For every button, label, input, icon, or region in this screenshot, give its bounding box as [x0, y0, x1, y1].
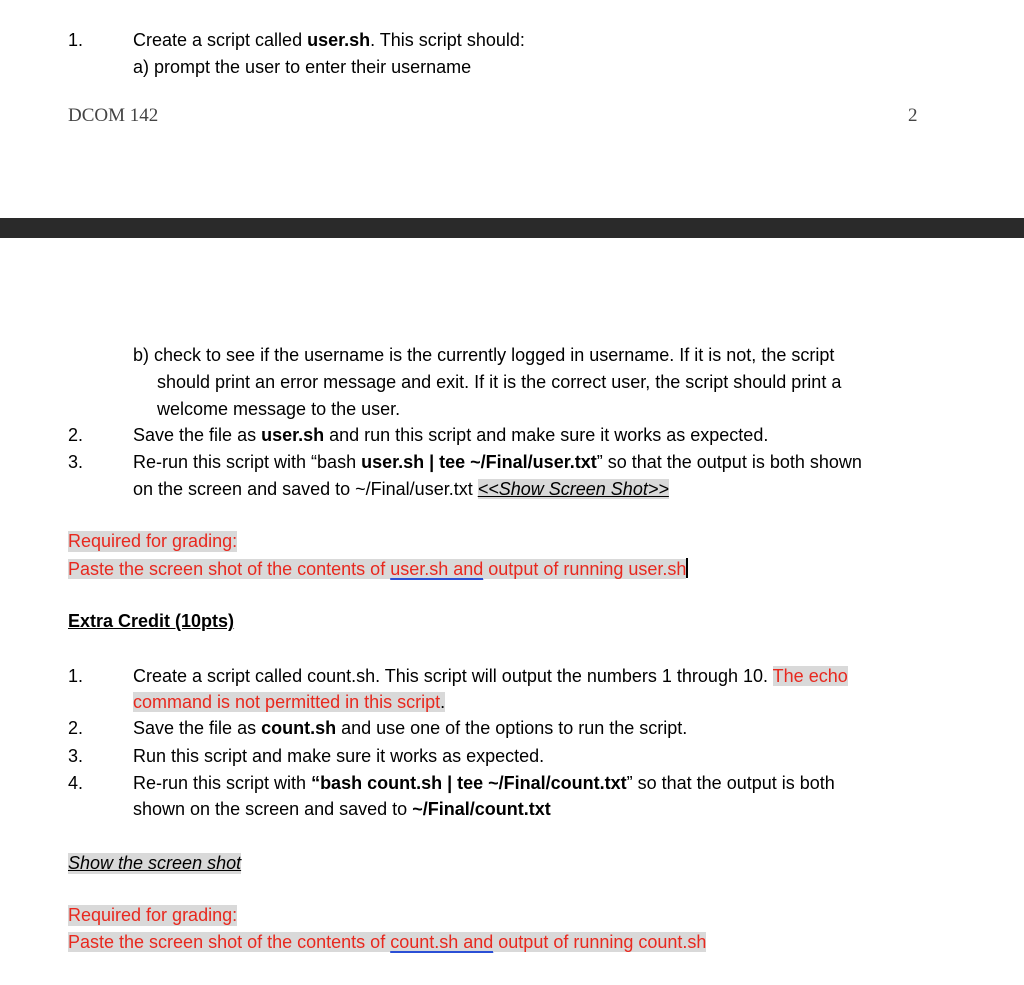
text: output of running count.sh — [493, 932, 707, 952]
footer-page-number: 2 — [908, 105, 918, 126]
text: Re-run this script with — [133, 773, 312, 793]
list-subitem: b) check to see if the username is the currently logged in username. If it is not, the script — [133, 345, 835, 365]
list-item — [133, 425, 768, 446]
filename: user.sh — [307, 30, 371, 50]
list-number: 1. — [68, 666, 84, 686]
page-break-divider — [0, 218, 1024, 238]
text: and run this script and make sure it works as expected. — [324, 425, 769, 445]
list-item: Run this script and make sure it works as expected. — [133, 746, 545, 766]
list-item-continued — [133, 479, 669, 500]
list-item — [133, 773, 835, 794]
list-number: 3. — [68, 746, 84, 766]
list-number: 2. — [68, 718, 84, 738]
extra-credit-heading — [68, 611, 234, 632]
list-item — [133, 30, 525, 51]
text: output of running user.sh — [483, 559, 687, 579]
list-number: 2. — [68, 425, 84, 445]
file-link[interactable]: user.sh and — [390, 559, 484, 579]
text: Save the file as — [133, 425, 262, 445]
footer-course: DCOM 142 — [68, 105, 159, 126]
filename: count.sh — [261, 718, 337, 738]
list-subitem-continued: should print an error message and exit. If it is the correct user, the script should print a — [157, 372, 842, 392]
text: on the screen and saved to ~/Final/user.txt — [133, 479, 478, 499]
text: . — [440, 692, 446, 712]
text: ” so that the output is both — [626, 773, 835, 793]
list-number: 4. — [68, 773, 84, 793]
list-number: 3. — [68, 452, 84, 472]
text: ” so that the output is both shown — [596, 452, 862, 472]
text: Create a script called — [133, 30, 308, 50]
list-number: 1. — [68, 30, 84, 50]
text: Save the file as — [133, 718, 262, 738]
list-item — [133, 452, 862, 473]
list-item — [133, 718, 687, 739]
required-grading-title: Required for grading: — [68, 905, 238, 925]
required-grading-text — [68, 558, 688, 580]
heading-text: Extra Credit (10pts) — [68, 611, 235, 631]
list-item-continued — [133, 799, 551, 820]
text: Paste the screen shot of the contents of — [68, 932, 391, 952]
show-screen-shot-placeholder[interactable]: <<Show Screen Shot>> — [477, 479, 669, 499]
path: ~/Final/count.txt — [412, 799, 551, 819]
warning-text: The echo — [772, 666, 848, 686]
file-link[interactable]: count.sh and — [390, 932, 494, 952]
command: “bash count.sh | tee ~/Final/count.txt — [311, 773, 627, 793]
required-grading-text — [68, 932, 706, 953]
text: and use one of the options to run the script. — [336, 718, 688, 738]
list-item — [133, 666, 848, 687]
text: Create a script called count.sh. This script will output the numbers 1 through 10. — [133, 666, 773, 686]
filename: user.sh — [261, 425, 325, 445]
list-subitem-continued: welcome message to the user. — [157, 399, 401, 419]
list-subitem: a) prompt the user to enter their username — [133, 57, 472, 77]
required-grading-title: Required for grading: — [68, 531, 238, 551]
list-item-continued — [133, 692, 445, 713]
text: Paste the screen shot of the contents of — [68, 559, 391, 579]
text-cursor — [686, 558, 688, 578]
text: . This script should: — [370, 30, 525, 50]
warning-text: command is not permitted in this script — [133, 692, 441, 712]
text: shown on the screen and saved to — [133, 799, 413, 819]
show-screen-shot-placeholder[interactable]: Show the screen shot — [68, 853, 242, 873]
text: Re-run this script with “bash — [133, 452, 362, 472]
command: user.sh | tee ~/Final/user.txt — [361, 452, 597, 472]
